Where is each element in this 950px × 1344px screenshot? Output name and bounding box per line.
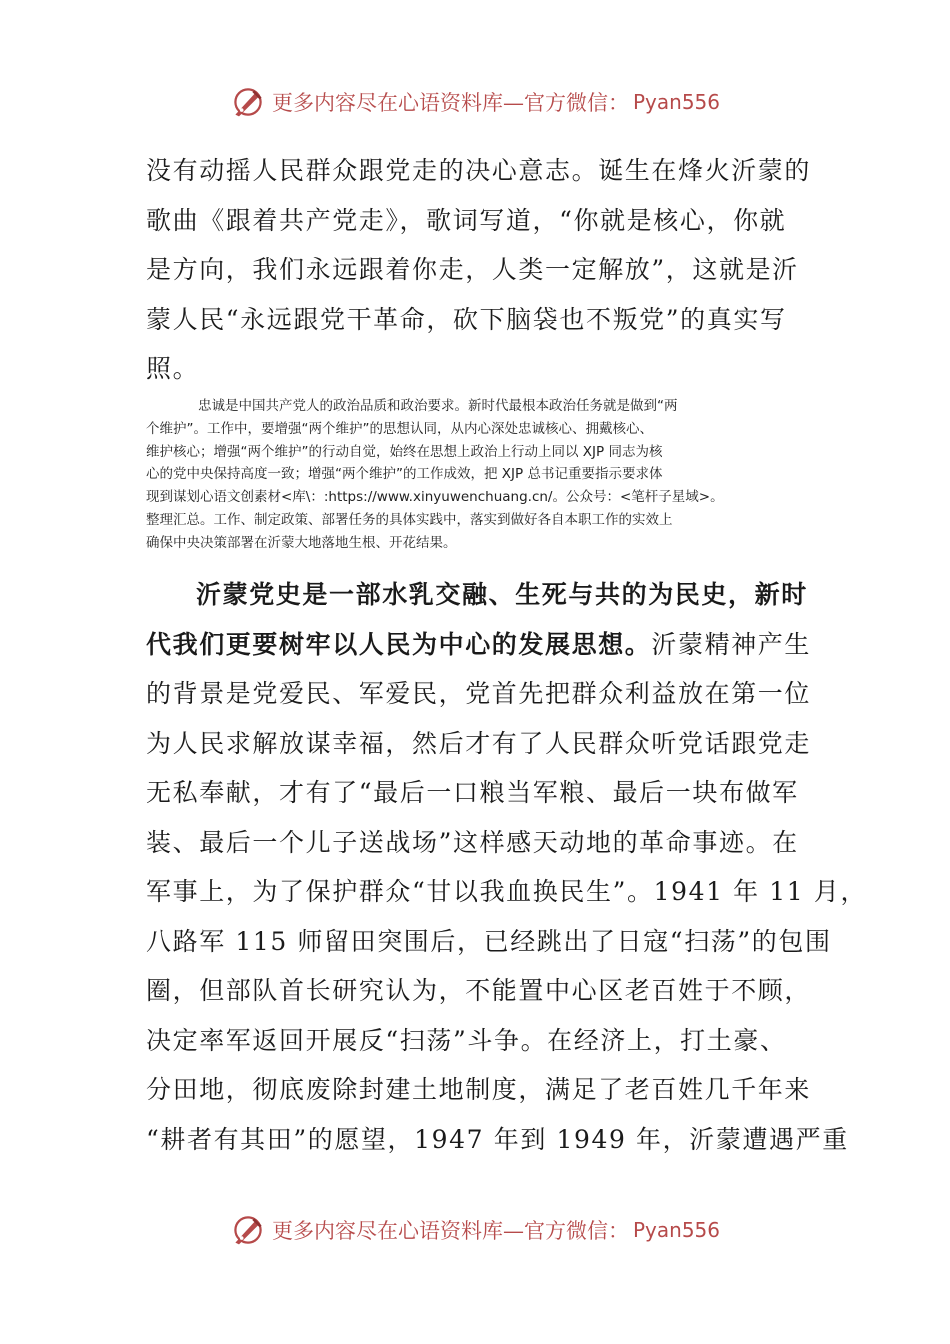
- pen-nib-logo-icon: [230, 84, 266, 120]
- text-line: 八路军 115 师留田突围后，已经跳出了日寇“扫荡”的包围: [146, 926, 832, 956]
- text-line: “耕者有其田”的愿望，1947 年到 1949 年，沂蒙遭遇严重: [146, 1124, 849, 1154]
- text-line: 没有动摇人民群众跟党走的决心意志。诞生在烽火沂蒙的: [146, 156, 812, 185]
- note-line: 忠诚是中国共产党人的政治品质和政治要求。新时代最根本政治任务就是做到“两: [198, 398, 678, 414]
- paragraph-2: [146, 570, 868, 1164]
- text-line: 装、最后一个儿子送战场”这样感天动地的革命事迹。在: [146, 827, 799, 857]
- note-line: 个维护”。工作中，要增强“两个维护”的思想认同，从内心深处忠诚核心、拥戴核心、: [146, 420, 653, 437]
- note-line: 维护核心；增强“两个维护”的行动自觉，始终在思想上政治上行动上同以 XJP 同志为核: [146, 443, 663, 460]
- text-line: 歌曲《跟着共产党走》，歌词写道，“你就是核心，你就: [146, 205, 787, 235]
- banner-text: 更多内容尽在心语资料库—官方微信：: [271, 91, 629, 115]
- banner-text: 更多内容尽在心语资料库—官方微信：: [271, 1219, 629, 1243]
- note-line: 整理汇总。工作、制定政策、部署任务的具体实践中，落实到做好各自本职工作的实效上: [146, 511, 673, 528]
- header-banner: [0, 80, 950, 124]
- text-line: 照。: [146, 354, 200, 383]
- text-line: [146, 620, 814, 670]
- footer-banner: [0, 1208, 950, 1252]
- text-line: 蒙人民“永远跟党干革命，砍下脑袋也不叛党”的真实写: [146, 304, 787, 334]
- text-line: 分田地，彻底废除封建土地制度，满足了老百姓几千年来: [146, 1075, 812, 1104]
- text-line: 圈，但部队首长研究认为，不能置中心区老百姓于不顾，: [146, 976, 812, 1005]
- text-line: 决定率军返回开展反“扫荡”斗争。在经济上，打土豪、: [146, 1025, 787, 1055]
- pen-nib-logo-icon: [230, 1212, 266, 1248]
- bold-heading-continuation: 代我们更要树牢以人民为中心的发展思想。: [146, 629, 652, 659]
- banner-wechat-id: Pyan556: [632, 90, 720, 114]
- text-line: 是方向，我们永远跟着你走，人类一定解放”，这就是沂: [146, 255, 799, 284]
- text-line: 无私奉献，才有了“最后一口粮当军粮、最后一块布做军: [146, 778, 799, 807]
- text-continuation: 沂蒙精神产生: [651, 629, 812, 659]
- note-line: 现到谋划心语文创素材<库\：:https://www.xinyuwenchuang.cn/。公众号：<笔杆子星域>。: [146, 489, 724, 506]
- inserted-note: [146, 395, 814, 555]
- text-line: 军事上，为了保护群众“甘以我血换民生”。1941 年 11 月，: [146, 877, 868, 906]
- note-line: 心的党中央保持高度一致；增强“两个维护”的工作成效，把 XJP 总书记重要指示要求体: [146, 466, 663, 483]
- banner-wechat-id: Pyan556: [632, 1218, 720, 1242]
- paragraph-1: [146, 146, 814, 394]
- text-line: 的背景是党爱民、军爱民，党首先把群众利益放在第一位: [146, 679, 812, 708]
- note-line: 确保中央决策部署在沂蒙大地落地生根、开花结果。: [146, 534, 457, 551]
- bold-heading-line: 沂蒙党史是一部水乳交融、生死与共的为民史，新时: [196, 580, 808, 609]
- text-line: 为人民求解放谋幸福，然后才有了人民群众听党话跟党走: [146, 728, 812, 758]
